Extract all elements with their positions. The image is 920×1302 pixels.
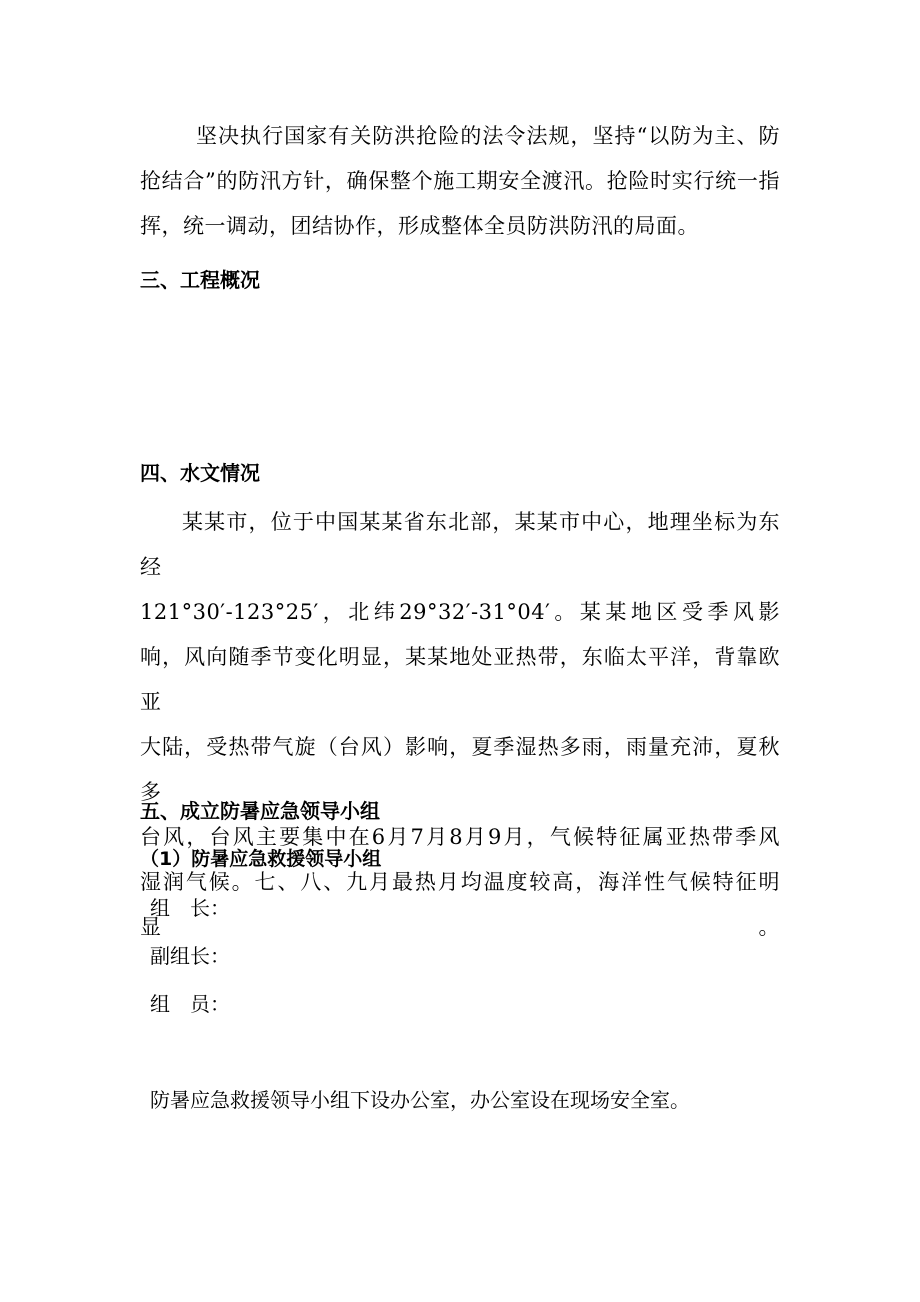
role-member: 组 员： <box>150 992 230 1016</box>
hydrology-line-4: 大陆，受热带气旋（台风）影响，夏季湿热多雨，雨量充沛，夏秋多 <box>140 735 780 804</box>
intro-line-1: 坚决执行国家有关防洪抢险的法令法规，坚持“以防为主、防 <box>196 124 780 148</box>
section-3-heading: 三、工程概况 <box>140 268 260 292</box>
hydrology-line-3: 响，风向随季节变化明显，某某地处亚热带，东临太平洋，背靠欧亚 <box>140 645 780 714</box>
section-5-subheading: （1）防暑应急救援领导小组 <box>140 848 382 870</box>
hydrology-line-5: 台风，台风主要集中在6月7月8月9月，气候特征属亚热带季风 <box>140 825 780 849</box>
hydrology-line-1: 某某市，位于中国某某省东北部，某某市中心，地理坐标为东经 <box>140 510 780 579</box>
role-deputy: 副组长： <box>150 944 230 968</box>
section-5-heading: 五、成立防暑应急领导小组 <box>140 799 380 823</box>
intro-line-2: 抢结合”的防汛方针，确保整个施工期安全渡汛。抢险时实行统一指 <box>140 169 780 193</box>
hydrology-paragraph <box>140 500 780 950</box>
office-note: 防暑应急救援领导小组下设办公室，办公室设在现场安全室。 <box>150 1088 690 1112</box>
hydrology-line-2: 121°30′-123°25′，北纬29°32′-31°04′。某某地区受季风影 <box>140 600 780 624</box>
hydrology-line-6: 湿润气候。七、八、九月最热月均温度较高，海洋性气候特征明显。 <box>140 870 780 939</box>
role-leader: 组 长： <box>150 896 230 920</box>
intro-paragraph <box>140 114 780 249</box>
intro-line-3: 挥，统一调动，团结协作，形成整体全员防洪防汛的局面。 <box>140 214 699 238</box>
section-4-heading: 四、水文情况 <box>140 461 260 485</box>
